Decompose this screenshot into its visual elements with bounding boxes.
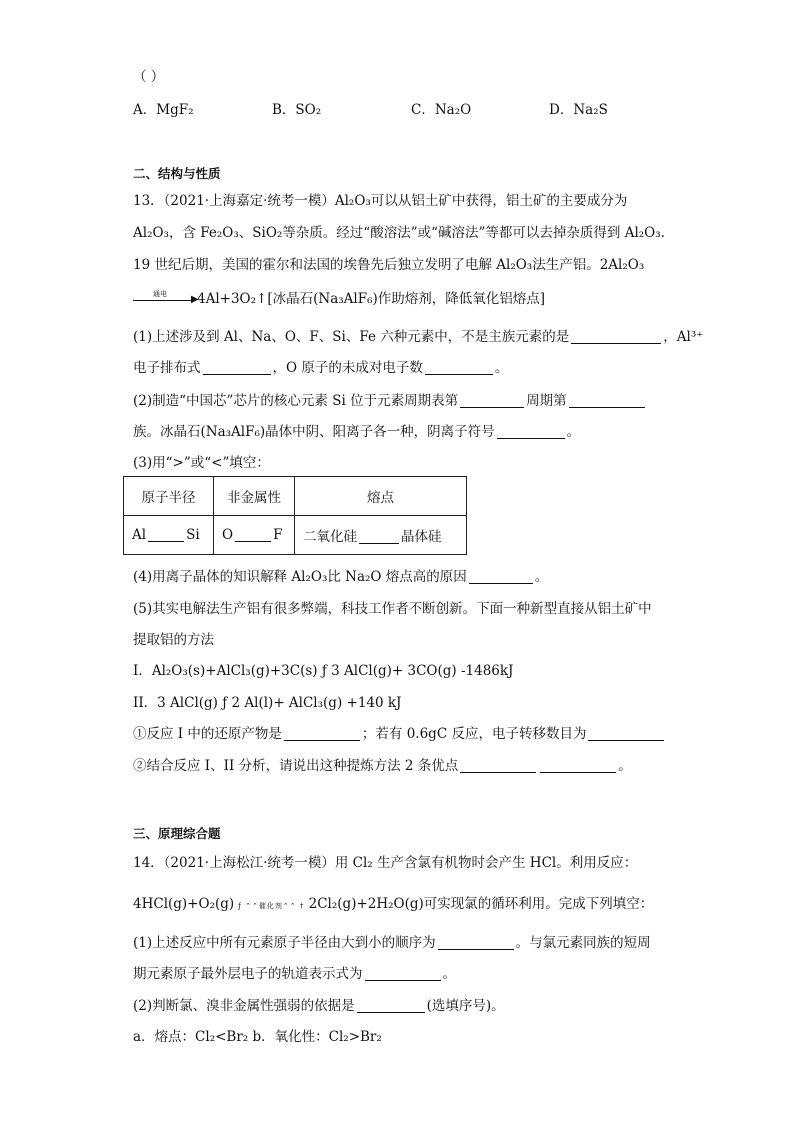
blank-period[interactable] [460,393,524,408]
q14-intro: 14．（2021·上海松江·统考一模）用 Cl₂ 生产含氯有机物时会产生 HCl。利用反应： [133,855,638,871]
option-c: C．Na₂O [411,102,472,118]
blank-unpaired-electrons[interactable] [425,360,493,375]
blank-melting-reason[interactable] [469,569,533,584]
arrow-condition-label: 通电 [153,289,167,298]
blank-advantage-1[interactable] [460,758,536,773]
q14-part1-line2: 期元素原子最外层电子的轨道表示式为 。 [133,966,456,982]
q13-intro-line2: Al₂O₃，含 Fe₂O₃、SiO₂等杂质。经过“酸溶法”或“碱溶法”等都可以去掉杂质得到 Al₂O₃. [133,225,665,241]
equation-products: 4Al+3O₂↑[冰晶石(Na₃AlF₆)作助熔剂，降低氧化铝熔点] [197,291,546,307]
blank-orbital-diagram[interactable] [365,966,441,981]
blank-advantage-2[interactable] [540,758,616,773]
q13-electrolysis-equation [133,290,545,308]
table-cell-sio2-si: 二氧化硅 晶体硅 [295,516,467,555]
blank-sio2-si[interactable] [359,529,399,544]
q13-part4: (4)用离子晶体的知识解释 Al₂O₃比 Na₂O 熔点高的原因 。 [133,569,549,585]
reaction-ii: II．3 AlCl(g) ƒ 2 Al(l)+ AlCl₃(g) +140 kJ [133,695,402,711]
q13-part1-line2: 电子排布式 ，O 原子的未成对电子数 。 [133,360,509,376]
q13-part5-line2: 提取铝的方法 [133,632,214,648]
q13-intro-line1: 13．（2021·上海嘉定·统考一模）Al₂O₃可以从铝土矿中获得，铝土矿的主要成分为 [133,193,628,209]
reaction-arrow: 通电 ▶ [133,293,197,307]
q13-part2-line1: (2)制造“中国芯”芯片的核心元素 Si 位于元素周期表第 周期第 [133,392,647,410]
table-header-atomic-radius: 原子半径 [124,477,214,516]
section-heading-principles: 三、原理综合题 [133,826,221,841]
q14-part1-line1: (1)上述反应中所有元素原子半径由大到小的顺序为 。与氯元素同族的短周 [133,935,651,951]
table-header-melting-point: 熔点 [295,477,467,516]
section-heading-structure: 二、结构与性质 [133,166,221,181]
q13-part3-prompt: (3)用“>”或“<”填空： [133,455,270,471]
table-cell-al-si: Al Si [124,516,214,555]
q13-intro-line3: 19 世纪后期，美国的霍尔和法国的埃鲁先后独立发明了电解 Al₂O₃法生产铝。2Al₂O₃ [133,257,645,273]
answer-bracket: （ ） [133,69,165,85]
q13-sub1: ①反应 I 中的还原产物是 ；若有 0.6gC 反应，电子转移数目为 [133,725,666,743]
q13-part2-line2: 族。冰晶石(Na₃AlF₆)晶体中阴、阳离子各一种，阴离子符号 。 [133,424,581,440]
option-a: A．MgF₂ [133,102,194,118]
blank-basis-choice[interactable] [357,998,425,1013]
option-d: D．Na₂S [549,102,608,118]
table-cell-o-f: O F [214,516,295,555]
equilibrium-arrow: ƒ ⌃⌃催化剂⌃⌃ † [238,902,305,910]
blank-radius-order[interactable] [438,935,514,950]
option-b: B．SO₂ [272,102,322,118]
q14-part2: (2)判断氯、溴非金属性强弱的依据是 (选填序号)。 [133,998,505,1014]
reaction-i: I．Al₂O₃(s)+AlCl₃(g)+3C(s) ƒ 3 AlCl(g)+ 3CO(g) -1486kJ [133,663,514,679]
q14-part2-options: a．熔点：Cl₂<Br₂ b．氧化性：Cl₂>Br₂ [133,1029,382,1045]
blank-reduction-product[interactable] [284,726,360,741]
comparison-table [123,476,467,555]
blank-group[interactable] [569,393,645,408]
q13-part1-line1: (1)上述涉及到 Al、Na、O、F、Si、Fe 六种元素中，不是主族元素的是 ，Al³⁺ [133,329,704,345]
q13-part5-line1: (5)其实电解法生产铝有很多弊端，科技工作者不断创新。下面一种新型直接从铝土矿中 [133,601,652,617]
blank-o-f[interactable] [235,527,271,542]
blank-electron-config[interactable] [203,360,271,375]
blank-al-si[interactable] [148,527,184,542]
blank-electron-transfer[interactable] [588,726,664,741]
table-header-nonmetallicity: 非金属性 [214,477,295,516]
q13-sub2: ②结合反应 I、II 分析，请说出这种提炼方法 2 条优点 。 [133,758,632,774]
blank-nonmain-element[interactable] [571,329,661,344]
blank-anion-symbol[interactable] [497,424,565,439]
q14-equation: 4HCl(g)+O₂(g) ƒ ⌃⌃催化剂⌃⌃ † 2Cl₂(g)+2H₂O(g)可实现氯的循环利用。完成下列填空： [133,896,654,912]
